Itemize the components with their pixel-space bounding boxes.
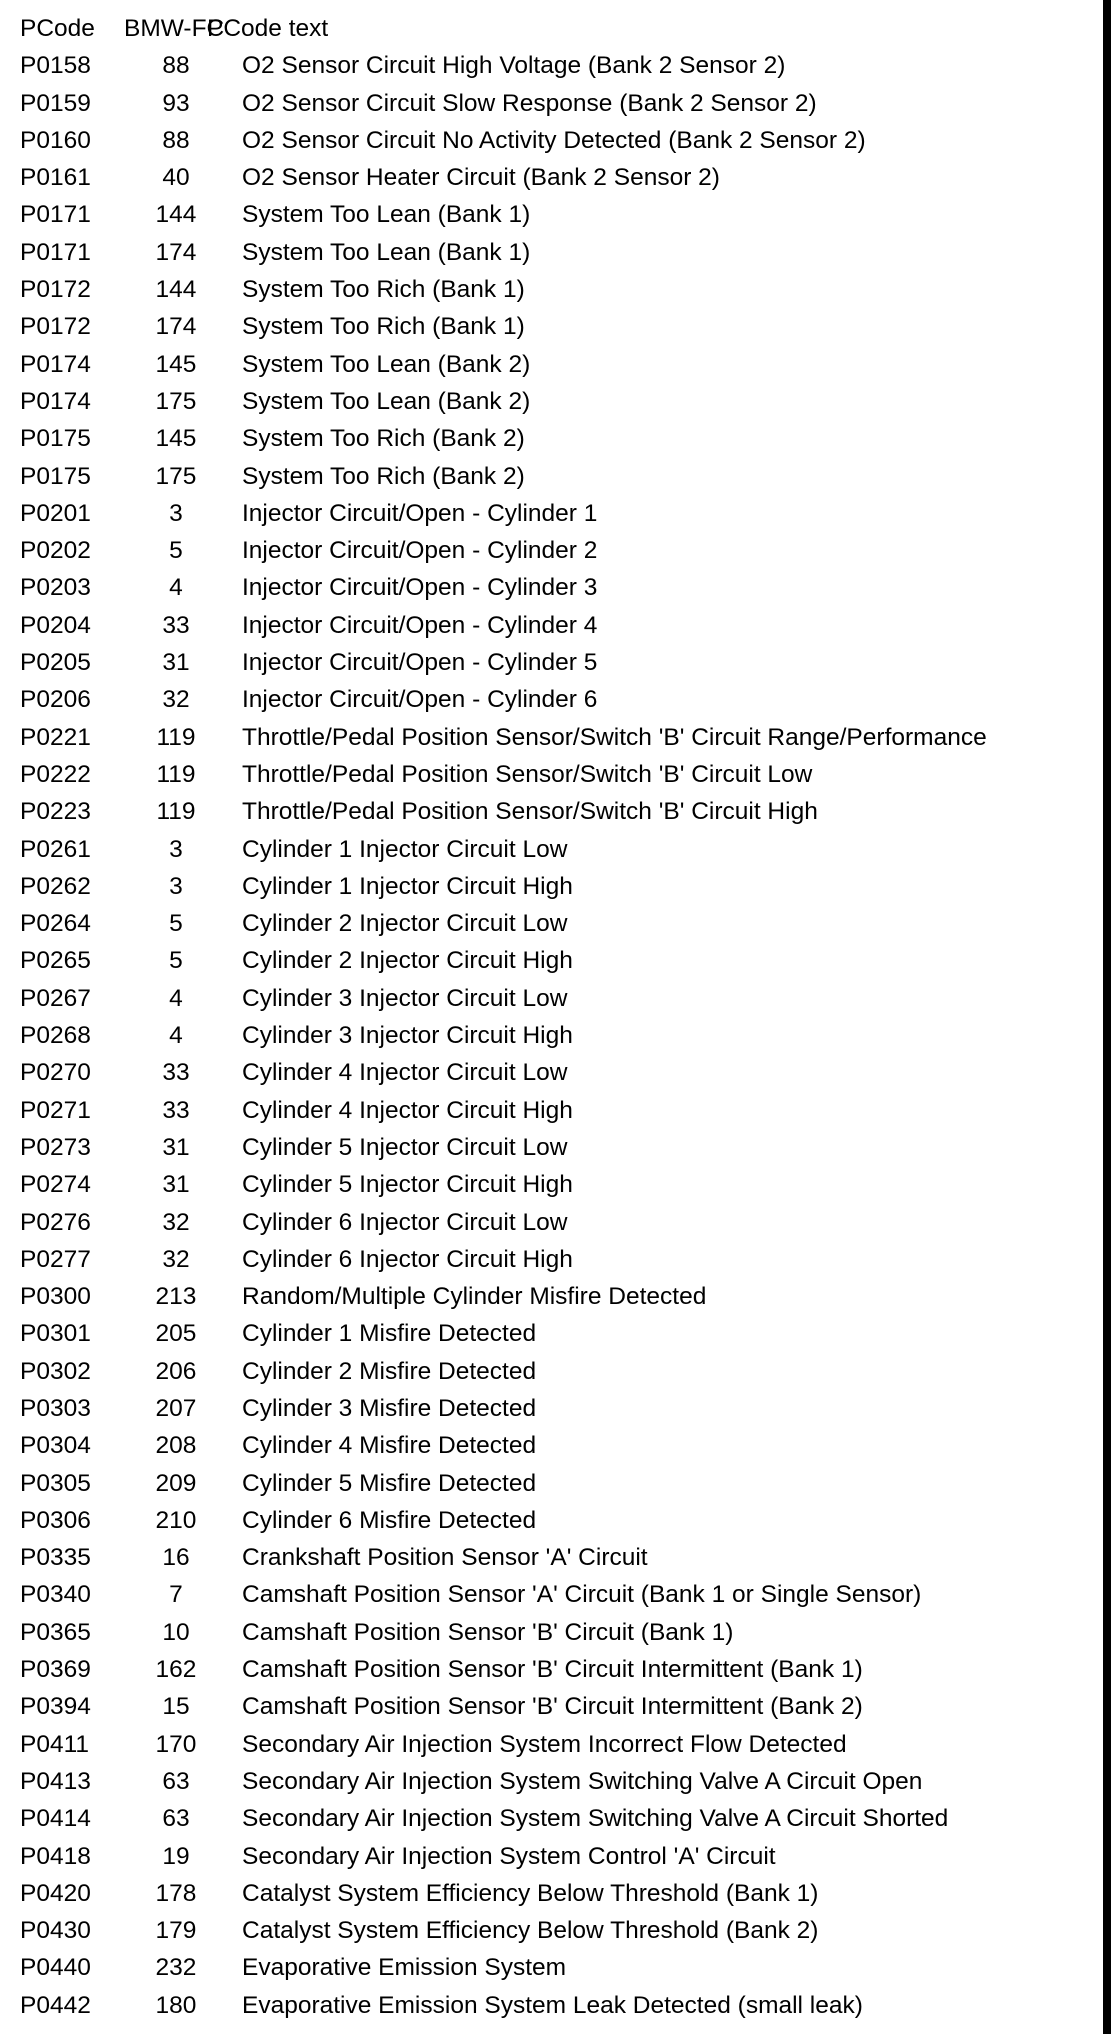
pcode-text-cell: Evaporative Emission System [242,1954,567,1982]
bmw-fc-cell: 206 [155,1357,197,1385]
table-row [0,905,1100,942]
bmw-fc-cell: 33 [162,1059,190,1087]
bmw-fc-cell: 209 [155,1469,197,1497]
pcode-text-cell: O2 Sensor Circuit High Voltage (Bank 2 Sensor 2) [242,52,786,80]
pcode-text-cell: Cylinder 4 Injector Circuit High [242,1096,573,1124]
pcode-cell: P0411 [20,1730,90,1758]
pcode-text-cell: Injector Circuit/Open - Cylinder 1 [242,499,598,527]
bmw-fc-cell: 15 [162,1693,190,1721]
bmw-fc-cell: 4 [169,1022,183,1050]
bmw-fc-cell: 88 [162,126,190,154]
pcode-cell: P0222 [20,760,91,788]
pcode-text-cell: Cylinder 2 Injector Circuit Low [242,910,568,938]
table-row [0,383,1100,420]
pcode-cell: P0264 [20,910,91,938]
pcode-text-cell: System Too Rich (Bank 1) [242,276,525,304]
pcode-cell: P0440 [20,1954,91,1982]
table-row [0,756,1100,793]
pcode-text-cell: Camshaft Position Sensor 'B' Circuit Intermittent (Bank 1) [242,1656,863,1684]
pcode-text-cell: Crankshaft Position Sensor 'A' Circuit [242,1544,648,1572]
pcode-text-cell: Cylinder 3 Injector Circuit Low [242,984,568,1012]
table-row [0,644,1100,681]
bmw-fc-cell: 7 [169,1581,183,1609]
pcode-cell: P0273 [20,1133,91,1161]
pcode-text-cell: Cylinder 2 Misfire Detected [242,1357,537,1385]
bmw-fc-cell: 3 [169,835,183,863]
bmw-fc-cell: 3 [169,499,183,527]
bmw-fc-cell: 10 [162,1618,190,1646]
table-row [0,47,1100,84]
bmw-fc-cell: 213 [155,1283,197,1311]
table-row [0,980,1100,1017]
pcode-cell: P0270 [20,1059,91,1087]
table-row [0,122,1100,159]
table-row [0,1726,1100,1763]
table-row [0,159,1100,196]
bmw-fc-cell: 174 [155,238,197,266]
pcode-cell: P0172 [20,276,91,304]
table-row [0,420,1100,457]
pcode-text-cell: System Too Lean (Bank 1) [242,201,531,229]
pcode-text-cell: Cylinder 5 Injector Circuit Low [242,1133,568,1161]
bmw-fc-cell: 174 [155,313,197,341]
bmw-fc-cell: 93 [162,89,190,117]
table-row [0,1204,1100,1241]
pcode-text-cell: Cylinder 6 Injector Circuit Low [242,1208,568,1236]
pcode-cell: P0160 [20,126,91,154]
pcode-text-cell: Cylinder 1 Misfire Detected [242,1320,537,1348]
table-row [0,1838,1100,1875]
bmw-fc-cell: 19 [162,1842,190,1870]
pcode-text-cell: Cylinder 4 Misfire Detected [242,1432,537,1460]
pcode-cell: P0174 [20,350,91,378]
pcode-cell: P0159 [20,89,91,117]
bmw-fc-cell: 170 [155,1730,197,1758]
pcode-cell: P0303 [20,1394,91,1422]
bmw-fc-cell: 32 [162,686,190,714]
pcode-cell: P0418 [20,1842,91,1870]
table-row [0,1651,1100,1688]
table-row [0,1092,1100,1129]
pcode-cell: P0340 [20,1581,91,1609]
table-row [0,196,1100,233]
pcode-cell: P0205 [20,649,91,677]
table-row [0,1054,1100,1091]
pcode-text-cell: Camshaft Position Sensor 'A' Circuit (Bank 1 or Single Sensor) [242,1581,922,1609]
pcode-cell: P0267 [20,984,91,1012]
pcode-cell: P0300 [20,1283,91,1311]
pcode-cell: P0261 [20,835,91,863]
pcode-text-cell: System Too Rich (Bank 2) [242,425,525,453]
table-row [0,1987,1100,2024]
pcode-cell: P0204 [20,611,91,639]
pcode-text-cell: Cylinder 5 Misfire Detected [242,1469,537,1497]
table-row [0,681,1100,718]
pcode-text-cell: Cylinder 4 Injector Circuit Low [242,1059,568,1087]
bmw-fc-cell: 232 [155,1954,197,1982]
table-row [0,569,1100,606]
pcode-text-cell: Secondary Air Injection System Switching Valve A Circuit Shorted [242,1805,949,1833]
pcode-text-cell: Injector Circuit/Open - Cylinder 4 [242,611,598,639]
pcode-cell: P0171 [20,201,91,229]
table-row [0,1465,1100,1502]
table-row [0,1017,1100,1054]
table-row [0,458,1100,495]
pcode-text-cell: Cylinder 5 Injector Circuit High [242,1171,573,1199]
bmw-fc-cell: 119 [156,798,196,826]
pcode-cell: P0301 [20,1320,91,1348]
bmw-fc-cell: 180 [155,1991,197,2019]
bmw-fc-cell: 175 [155,387,197,415]
bmw-fc-cell: 144 [155,201,197,229]
table-row [0,495,1100,532]
pcode-text-cell: Camshaft Position Sensor 'B' Circuit Intermittent (Bank 2) [242,1693,863,1721]
bmw-fc-cell: 3 [169,872,183,900]
bmw-fc-cell: 119 [156,760,196,788]
pcode-cell: P0171 [20,238,91,266]
table-row [0,1800,1100,1837]
table-row [0,1949,1100,1986]
table-row [0,85,1100,122]
column-header-bmw-fc: BMW-FC [124,15,225,42]
pcode-text-cell: Throttle/Pedal Position Sensor/Switch 'B' Circuit Low [242,760,813,788]
table-row [0,1129,1100,1166]
pcode-text-cell: Injector Circuit/Open - Cylinder 3 [242,574,598,602]
pcode-text-cell: System Too Lean (Bank 1) [242,238,531,266]
pcode-text-cell: Injector Circuit/Open - Cylinder 5 [242,649,598,677]
bmw-fc-cell: 63 [162,1805,190,1833]
pcode-cell: P0302 [20,1357,91,1385]
pcode-cell: P0265 [20,947,91,975]
bmw-fc-cell: 32 [162,1208,190,1236]
table-row [0,1912,1100,1949]
pcode-text-cell: O2 Sensor Circuit Slow Response (Bank 2 Sensor 2) [242,89,817,117]
bmw-fc-cell: 5 [169,910,183,938]
pcode-cell: P0306 [20,1506,91,1534]
table-row [0,1390,1100,1427]
pcode-text-cell: Cylinder 6 Injector Circuit High [242,1245,573,1273]
table-row [0,1539,1100,1576]
pcode-cell: P0420 [20,1879,91,1907]
pcode-cell: P0335 [20,1544,91,1572]
bmw-fc-cell: 32 [162,1245,190,1273]
pcode-text-cell: Injector Circuit/Open - Cylinder 6 [242,686,598,714]
bmw-fc-cell: 88 [162,52,190,80]
pcode-cell: P0394 [20,1693,91,1721]
pcode-text-cell: Throttle/Pedal Position Sensor/Switch 'B' Circuit Range/Performance [242,723,987,751]
pcode-cell: P0271 [20,1096,91,1124]
table-row [0,1502,1100,1539]
bmw-fc-cell: 4 [169,984,183,1012]
pcode-text-cell: Cylinder 2 Injector Circuit High [242,947,573,975]
pcode-text-cell: System Too Rich (Bank 2) [242,462,525,490]
column-header-pcode-text: PCode text [207,15,329,42]
bmw-fc-cell: 207 [155,1394,197,1422]
bmw-fc-cell: 119 [156,723,196,751]
table-row [0,1278,1100,1315]
pcode-text-cell: Catalyst System Efficiency Below Threshold (Bank 2) [242,1917,819,1945]
table-row [0,831,1100,868]
table-row [0,1241,1100,1278]
bmw-fc-cell: 145 [155,425,197,453]
pcode-cell: P0442 [20,1991,91,2019]
pcode-text-cell: Catalyst System Efficiency Below Threshold (Bank 1) [242,1879,819,1907]
right-border-line [1103,0,1111,2034]
pcode-cell: P0305 [20,1469,91,1497]
pcode-text-cell: Secondary Air Injection System Incorrect Flow Detected [242,1730,847,1758]
bmw-fc-cell: 33 [162,611,190,639]
pcode-cell: P0161 [20,164,91,192]
pcode-text-cell: Cylinder 1 Injector Circuit Low [242,835,568,863]
table-row [0,1353,1100,1390]
table-row [0,308,1100,345]
pcode-cell: P0203 [20,574,91,602]
pcode-cell: P0430 [20,1917,91,1945]
bmw-fc-cell: 162 [155,1656,197,1684]
bmw-fc-cell: 210 [155,1506,197,1534]
pcode-cell: P0268 [20,1022,91,1050]
pcode-text-cell: Throttle/Pedal Position Sensor/Switch 'B' Circuit High [242,798,818,826]
pcode-text-cell: System Too Lean (Bank 2) [242,387,531,415]
table-row [0,793,1100,830]
bmw-fc-cell: 179 [155,1917,197,1945]
bmw-fc-cell: 40 [162,164,190,192]
table-row [0,1315,1100,1352]
table-row [0,1763,1100,1800]
pcode-cell: P0414 [20,1805,91,1833]
pcode-text-cell: O2 Sensor Circuit No Activity Detected (Bank 2 Sensor 2) [242,126,866,154]
bmw-fc-cell: 178 [155,1879,197,1907]
table-header-row [0,10,1100,47]
pcode-cell: P0221 [20,723,91,751]
table-row [0,1688,1100,1725]
pcode-text-cell: Secondary Air Injection System Control 'A' Circuit [242,1842,776,1870]
pcode-text-cell: Cylinder 6 Misfire Detected [242,1506,537,1534]
pcode-text-cell: Random/Multiple Cylinder Misfire Detected [242,1283,707,1311]
bmw-fc-cell: 31 [162,649,190,677]
pcode-cell: P0158 [20,52,91,80]
pcode-cell: P0277 [20,1245,91,1273]
pcode-cell: P0262 [20,872,91,900]
pcode-text-cell: Cylinder 1 Injector Circuit High [242,872,573,900]
pcode-text-cell: System Too Lean (Bank 2) [242,350,531,378]
pcode-cell: P0369 [20,1656,91,1684]
table-body [0,47,1100,2024]
pcode-cell: P0175 [20,425,91,453]
pcode-cell: P0174 [20,387,91,415]
pcode-text-cell: Cylinder 3 Misfire Detected [242,1394,537,1422]
pcode-cell: P0202 [20,537,91,565]
pcode-text-cell: Secondary Air Injection System Switching Valve A Circuit Open [242,1767,923,1795]
bmw-fc-cell: 63 [162,1767,190,1795]
bmw-fc-cell: 205 [155,1320,197,1348]
table-row [0,1166,1100,1203]
pcode-cell: P0413 [20,1767,91,1795]
column-header-pcode: PCode [20,15,95,42]
bmw-fc-cell: 175 [155,462,197,490]
bmw-fc-cell: 31 [162,1133,190,1161]
pcode-text-cell: Camshaft Position Sensor 'B' Circuit (Bank 1) [242,1618,734,1646]
bmw-fc-cell: 5 [169,537,183,565]
pcode-text-cell: System Too Rich (Bank 1) [242,313,525,341]
pcode-text-cell: Evaporative Emission System Leak Detected (small leak) [242,1991,863,2019]
table-row [0,1875,1100,1912]
bmw-fc-cell: 145 [155,350,197,378]
bmw-fc-cell: 31 [162,1171,190,1199]
bmw-fc-cell: 144 [155,276,197,304]
table-row [0,271,1100,308]
bmw-fc-cell: 5 [169,947,183,975]
pcode-cell: P0274 [20,1171,91,1199]
table-row [0,346,1100,383]
table-row [0,1614,1100,1651]
pcode-cell: P0172 [20,313,91,341]
pcode-cell: P0365 [20,1618,91,1646]
pcode-cell: P0201 [20,499,91,527]
table-row [0,942,1100,979]
pcode-text-cell: Injector Circuit/Open - Cylinder 2 [242,537,598,565]
table-row [0,719,1100,756]
table-row [0,532,1100,569]
table-row [0,868,1100,905]
pcode-text-cell: O2 Sensor Heater Circuit (Bank 2 Sensor 2) [242,164,720,192]
pcode-cell: P0304 [20,1432,91,1460]
pcode-text-cell: Cylinder 3 Injector Circuit High [242,1022,573,1050]
pcode-cell: P0276 [20,1208,91,1236]
table-row [0,234,1100,271]
bmw-fc-cell: 16 [162,1544,190,1572]
bmw-fc-cell: 33 [162,1096,190,1124]
pcode-cell: P0223 [20,798,91,826]
table-row [0,1576,1100,1613]
bmw-fc-cell: 208 [155,1432,197,1460]
table-row [0,607,1100,644]
bmw-fc-cell: 4 [169,574,183,602]
table-row [0,1427,1100,1464]
pcode-cell: P0175 [20,462,91,490]
pcode-cell: P0206 [20,686,91,714]
pcode-table [0,10,1100,2024]
